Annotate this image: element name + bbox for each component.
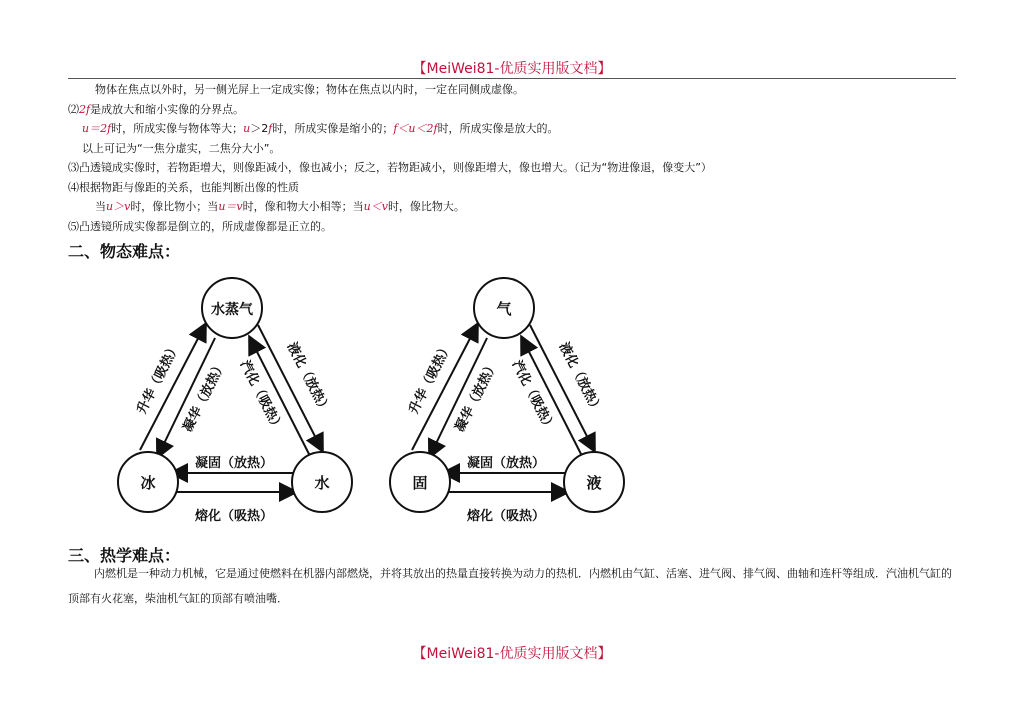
label-vaporization: 汽化（吸热） [236, 358, 286, 435]
label-sublimation: 升华（吸热） [134, 340, 184, 417]
item-number: ⑵ [68, 103, 79, 116]
text-segment: 时，所成实像是放大的。 [437, 122, 559, 135]
label-vaporization: 汽化（吸热） [508, 358, 558, 435]
section-2-title: 二、物态难点： [68, 242, 181, 261]
phase-diagram-generic [382, 270, 642, 535]
header-divider [68, 78, 956, 79]
math-f: f [268, 122, 273, 135]
math-u-eq-v: u＝v [218, 200, 243, 213]
label-melting: 熔化（吸热） [466, 509, 546, 524]
label-water: 水 [314, 474, 330, 492]
math-f-lt-u-lt-2f: f＜u＜2f [393, 122, 438, 135]
label-vapor: 水蒸气 [211, 302, 253, 318]
section-3-title: 三、热学难点： [68, 546, 181, 565]
label-ice: 冰 [140, 474, 156, 492]
label-gas: 气 [496, 300, 512, 318]
label-condensation: 液化（放热） [555, 340, 605, 417]
label-deposition: 凝华（放热） [180, 358, 230, 435]
label-sublimation: 升华（吸热） [406, 340, 456, 417]
text-segment: 时，所成实像是缩小的； [272, 122, 394, 135]
text-segment: 当 [95, 200, 106, 213]
label-liquid: 液 [586, 474, 602, 492]
text-segment: 时，像和物大小相等；当 [242, 200, 364, 213]
page-footer: 【MeiWei81-优质实用版文档】 [412, 646, 612, 662]
math-u-eq-2f: u＝2f [82, 122, 112, 135]
math-2f: 2f [79, 103, 91, 116]
text-line-5: ⑶凸透镜成实像时，若物距增大，则像距减小，像也减小；反之，若物距减小，则像距增大，像也增大。（记为“物进像退，像变大”） [68, 161, 712, 174]
label-solidification: 凝固（放热） [194, 456, 274, 471]
text-line-4: 以上可记为“一焦分虚实，二焦分大小”。 [82, 142, 281, 155]
text-line-1: 物体在焦点以外时，另一侧光屏上一定成实像；物体在焦点以内时，一定在同侧成虚像。 [95, 83, 524, 96]
text-segment: 时，像比物小；当 [130, 200, 219, 213]
section-3-paragraph: 内燃机是一种动力机械，它是通过使燃料在机器内部燃烧，并将其放出的热量直接转换为动力的热机．内燃机由气缸、活塞、进气阀、排气阀、曲轴和连杆等组成．汽油机气缸的顶部有火花塞，柴油机气缸的顶部有喷油嘴． [68, 567, 952, 605]
text-segment: 时，像比物大。 [387, 200, 465, 213]
label-melting: 熔化（吸热） [194, 509, 274, 524]
text-line-3 [82, 122, 559, 136]
phase-diagram-water [110, 270, 370, 535]
label-deposition: 凝华（放热） [452, 358, 502, 435]
text-line-7 [95, 200, 465, 214]
math-u: u [243, 122, 251, 135]
text-segment: 时，所成实像与物体等大； [111, 122, 244, 135]
label-solid: 固 [412, 474, 428, 492]
math-u-lt-v: u＜v [363, 200, 388, 213]
text-line-6: ⑷根据物距与像距的关系，也能判断出像的性质 [68, 181, 299, 194]
label-condensation: 液化（放热） [283, 340, 333, 417]
text-segment: 是成放大和缩小实像的分界点。 [90, 103, 245, 116]
text-line-8: ⑸凸透镜所成实像都是倒立的，所成虚像都是正立的。 [68, 220, 332, 233]
math-u-gt-v: u＞v [106, 200, 131, 213]
page-header: 【MeiWei81-优质实用版文档】 [412, 61, 612, 77]
text-segment: ＞2 [250, 122, 269, 135]
label-solidification: 凝固（放热） [466, 456, 546, 471]
text-line-2 [68, 103, 244, 117]
